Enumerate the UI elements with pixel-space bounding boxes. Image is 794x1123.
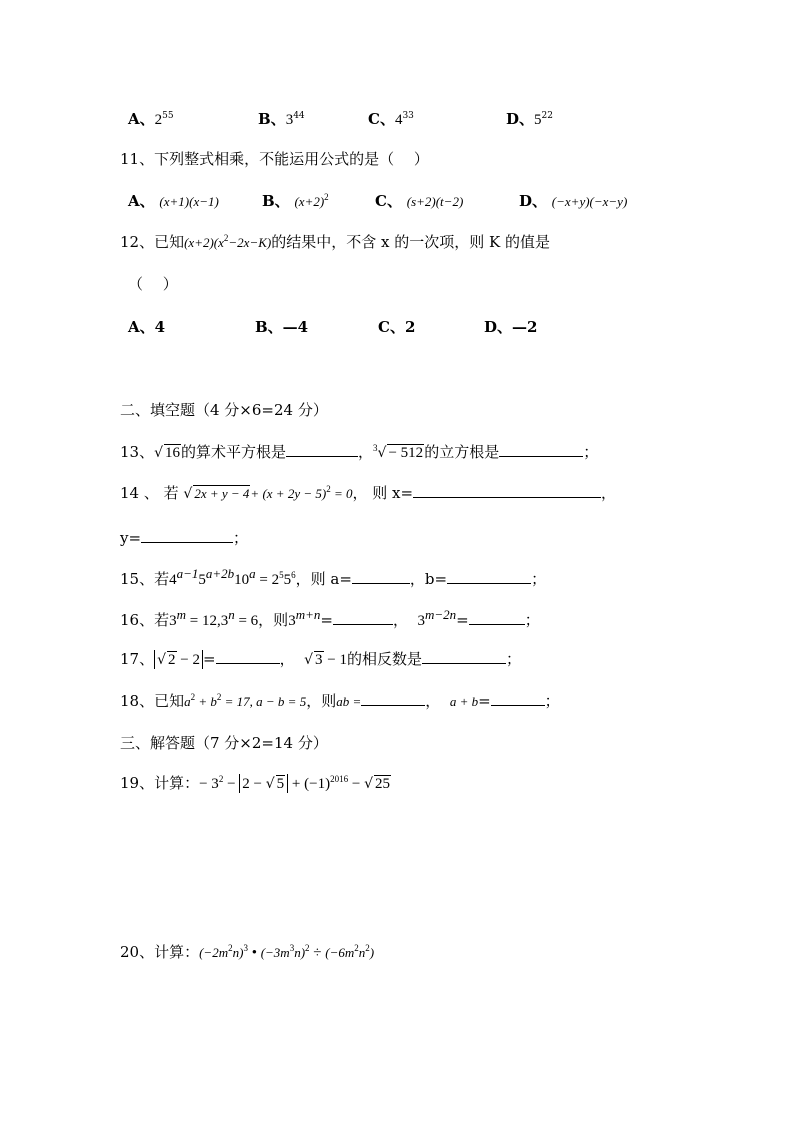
q11-option-a: A、 (x+1)(x−1): [128, 192, 219, 210]
q14-blank-y[interactable]: [141, 528, 233, 543]
q12-question: 12、已知$(x+2)(x^2-2x-K)$的结果中，不含 x 的一次项，则 K 的值是: [120, 233, 550, 251]
q11-option-b: B、 $(x+2)^2$: [262, 192, 329, 210]
absolute-value: 2 − √ 5: [239, 774, 288, 793]
cbrt-symbol: √: [377, 445, 387, 461]
q18-blank-apb[interactable]: [491, 691, 545, 706]
sqrt-symbol: √: [154, 445, 164, 461]
q17-blank-1[interactable]: [216, 649, 280, 664]
q13-blank-1[interactable]: [286, 442, 358, 457]
q11-question: 11、下列整式相乘，不能运用公式的是（ ）: [120, 150, 429, 168]
q13-blank-2[interactable]: [499, 442, 583, 457]
q13-question: 13、√ 16的算术平方根是 ，$^3$√ − 512的立方根是 ；: [120, 443, 599, 461]
section-solve-heading: 三、解答题（7 分×2=14 分）: [120, 734, 328, 752]
q11-option-d: D、 (−x+y)(−x−y): [519, 192, 628, 210]
sqrt-symbol: √: [304, 652, 314, 668]
q14-question: 14 、 若 √ $2x + y - 4+ (x + 2y - 5)^2 = 0$， 则 x= ，: [120, 484, 617, 502]
q15-question: 15、若$4^{a-1}5^{a+2b}10^a = 2^55^6$，则 a= ，b= ；: [120, 566, 547, 588]
sqrt-symbol: √: [183, 486, 193, 502]
q11-option-c: C、 (s+2)(t−2): [375, 192, 464, 210]
q10-option-d: D、$5^{22}$: [506, 110, 553, 128]
q17-question: 17、 √ 2 − 2 = ， √ 3 − 1的相反数是 ；: [120, 650, 522, 668]
section-fill-in-heading: 二、填空题（4 分×6=24 分）: [120, 401, 328, 419]
q12-answer-paren: （ ）: [128, 275, 178, 293]
absolute-value: √ 2 − 2: [154, 650, 203, 669]
q17-blank-2[interactable]: [422, 649, 506, 664]
q19-question: 19、计算：− $3^2 - 2$ − √ $5 + (-1)^{2016}$ − √ 25: [120, 774, 390, 792]
q14-blank-x[interactable]: [413, 483, 601, 498]
q10-option-b: B、$3^{44}$: [258, 110, 305, 128]
q20-question: 20、计算：$(-2m^2n)^3$ • $(-3m^3n)^2 \div (-6m^2n^2)$: [120, 943, 375, 961]
q16-question: 16、若$3^m = 12,3^n = 6$，则$3^{m+n}=$ ， $3^{m-2n}=$ ；: [120, 607, 540, 629]
q12-option-b: B、—4: [255, 318, 309, 336]
sqrt-symbol: √: [364, 776, 373, 792]
q15-blank-a[interactable]: [352, 569, 410, 584]
q15-blank-b[interactable]: [447, 569, 531, 584]
q12-option-d: D、—2: [484, 318, 538, 336]
q12-option-c: C、2: [378, 318, 416, 336]
q16-blank-2[interactable]: [469, 610, 525, 625]
q18-blank-ab[interactable]: [361, 691, 425, 706]
q10-option-c: C、$4^{33}$: [368, 110, 414, 128]
q10-option-a: A、$2^{55}$: [128, 110, 174, 128]
q12-option-a: A、4: [128, 318, 166, 336]
q16-blank-1[interactable]: [333, 610, 393, 625]
q14-y-line: y= ；: [120, 529, 249, 547]
q18-question: 18、已知$a^2 + b^2 = 17$, a − b = 5，则ab = ， a + b= ；: [120, 692, 560, 710]
